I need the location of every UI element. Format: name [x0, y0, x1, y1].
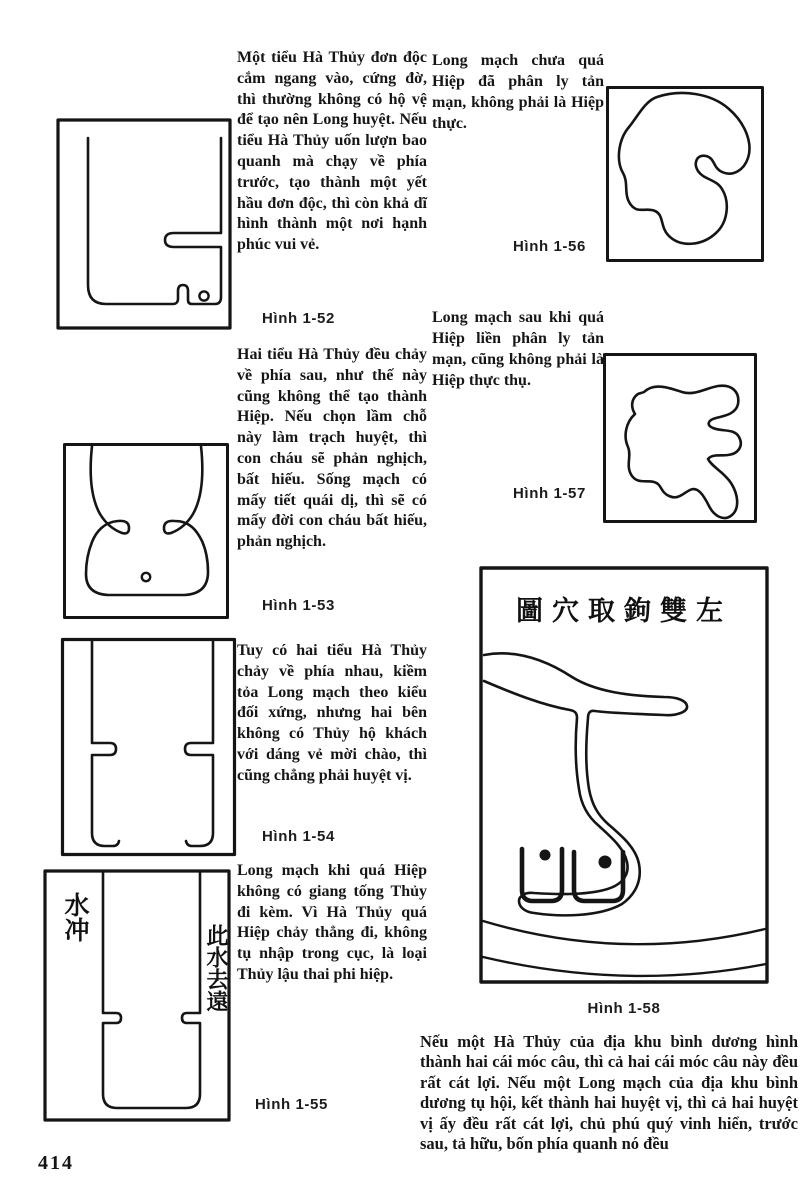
caption-fig56: Hình 1-56 — [513, 238, 586, 255]
figure-1-55 — [42, 868, 232, 1123]
para-fig55-text: Long mạch khi quá Hiệp không có giang tống Thủy đi kèm. Vì Hà Thủy quá Hiệp chảy thẳng đi, không tụ nhập trong cục, là loại Thủy lậu thai phi hiệp. — [237, 862, 427, 983]
caption-fig55: Hình 1-55 — [255, 1096, 328, 1113]
fig58-chinese-title: 圖穴取鉤雙左 — [516, 596, 732, 626]
figure-1-56 — [605, 85, 765, 263]
para-fig57-text: Long mạch sau khi quá Hiệp liền phân ly tản mạn, cũng không phải là Hiệp thực thụ. — [432, 309, 604, 389]
figure-1-53 — [62, 442, 230, 620]
para-fig53-text: Hai tiểu Hà Thủy đều chảy về phía sau, như thế này cũng không thể tạo thành Hiệp. Nếu chọn lầm chỗ này làm trạch huyệt, thì con cháu sẽ phản nghịch, bất hiếu. Sống mạch có mấy tiết quái dị, thì sẽ có mấy đời con cháu bất hiếu, phản nghịch. — [237, 346, 427, 551]
caption-fig52: Hình 1-52 — [262, 310, 335, 327]
figure-1-52-drawing — [55, 117, 233, 331]
figure-1-57 — [602, 352, 758, 524]
caption-fig57: Hình 1-57 — [513, 485, 586, 502]
fig55-label-left: 水冲 — [61, 892, 88, 942]
para-fig56-text: Long mạch chưa quá Hiệp đã phân ly tản mạn, không phải là Hiệp thực. — [432, 52, 604, 132]
caption-fig54: Hình 1-54 — [262, 828, 335, 845]
para-fig52-text: Một tiểu Hà Thủy đơn độc cắm ngang vào, cứng đờ, thì thường không có hộ vệ để tạo nên Long huyệt. Nếu tiểu Hà Thủy uốn lượn bao quanh mà chạy về phía trước, tạo thành một yết hầu đơn độc, thì còn khả dĩ hình thành một nơi hạnh phúc vui vẻ. — [237, 49, 427, 254]
figure-1-58-drawing — [478, 565, 770, 985]
caption-fig58: Hình 1-58 — [587, 1000, 661, 1017]
para-fig54-text: Tuy có hai tiểu Hà Thủy chảy về phía nhau, kiềm tỏa Long mạch theo kiểu đối xứng, nhưng hai bên không có Thủy hộ khách với dáng vẻ mời chào, thì cũng chẳng phải huyệt vị. — [237, 642, 427, 784]
caption-fig53: Hình 1-53 — [262, 597, 335, 614]
fig55-label-right: 此水去遠 — [204, 924, 229, 1012]
page-number: 414 — [38, 1152, 74, 1174]
figure-1-57-drawing — [602, 352, 758, 524]
figure-1-54-drawing — [60, 637, 237, 857]
figure-1-53-drawing — [62, 442, 230, 620]
figure-1-52 — [55, 117, 233, 331]
figure-1-58 — [478, 565, 770, 985]
figure-1-54 — [60, 637, 237, 857]
bottom-paragraph: Nếu một Hà Thủy của địa khu bình dương hình thành hai cái móc câu, thì cả hai cái móc câu này đều rất cát lợi. Nếu một Long mạch của địa khu bình dương tụ hội, kết thành hai huyệt vị, thì cả hai huyệt vị ấy đều rất cát lợi, chủ phú quý vinh hiển, trước sau, tả hữu, bốn phía quanh nó đều — [420, 1032, 798, 1154]
figure-1-56-drawing — [605, 85, 765, 263]
